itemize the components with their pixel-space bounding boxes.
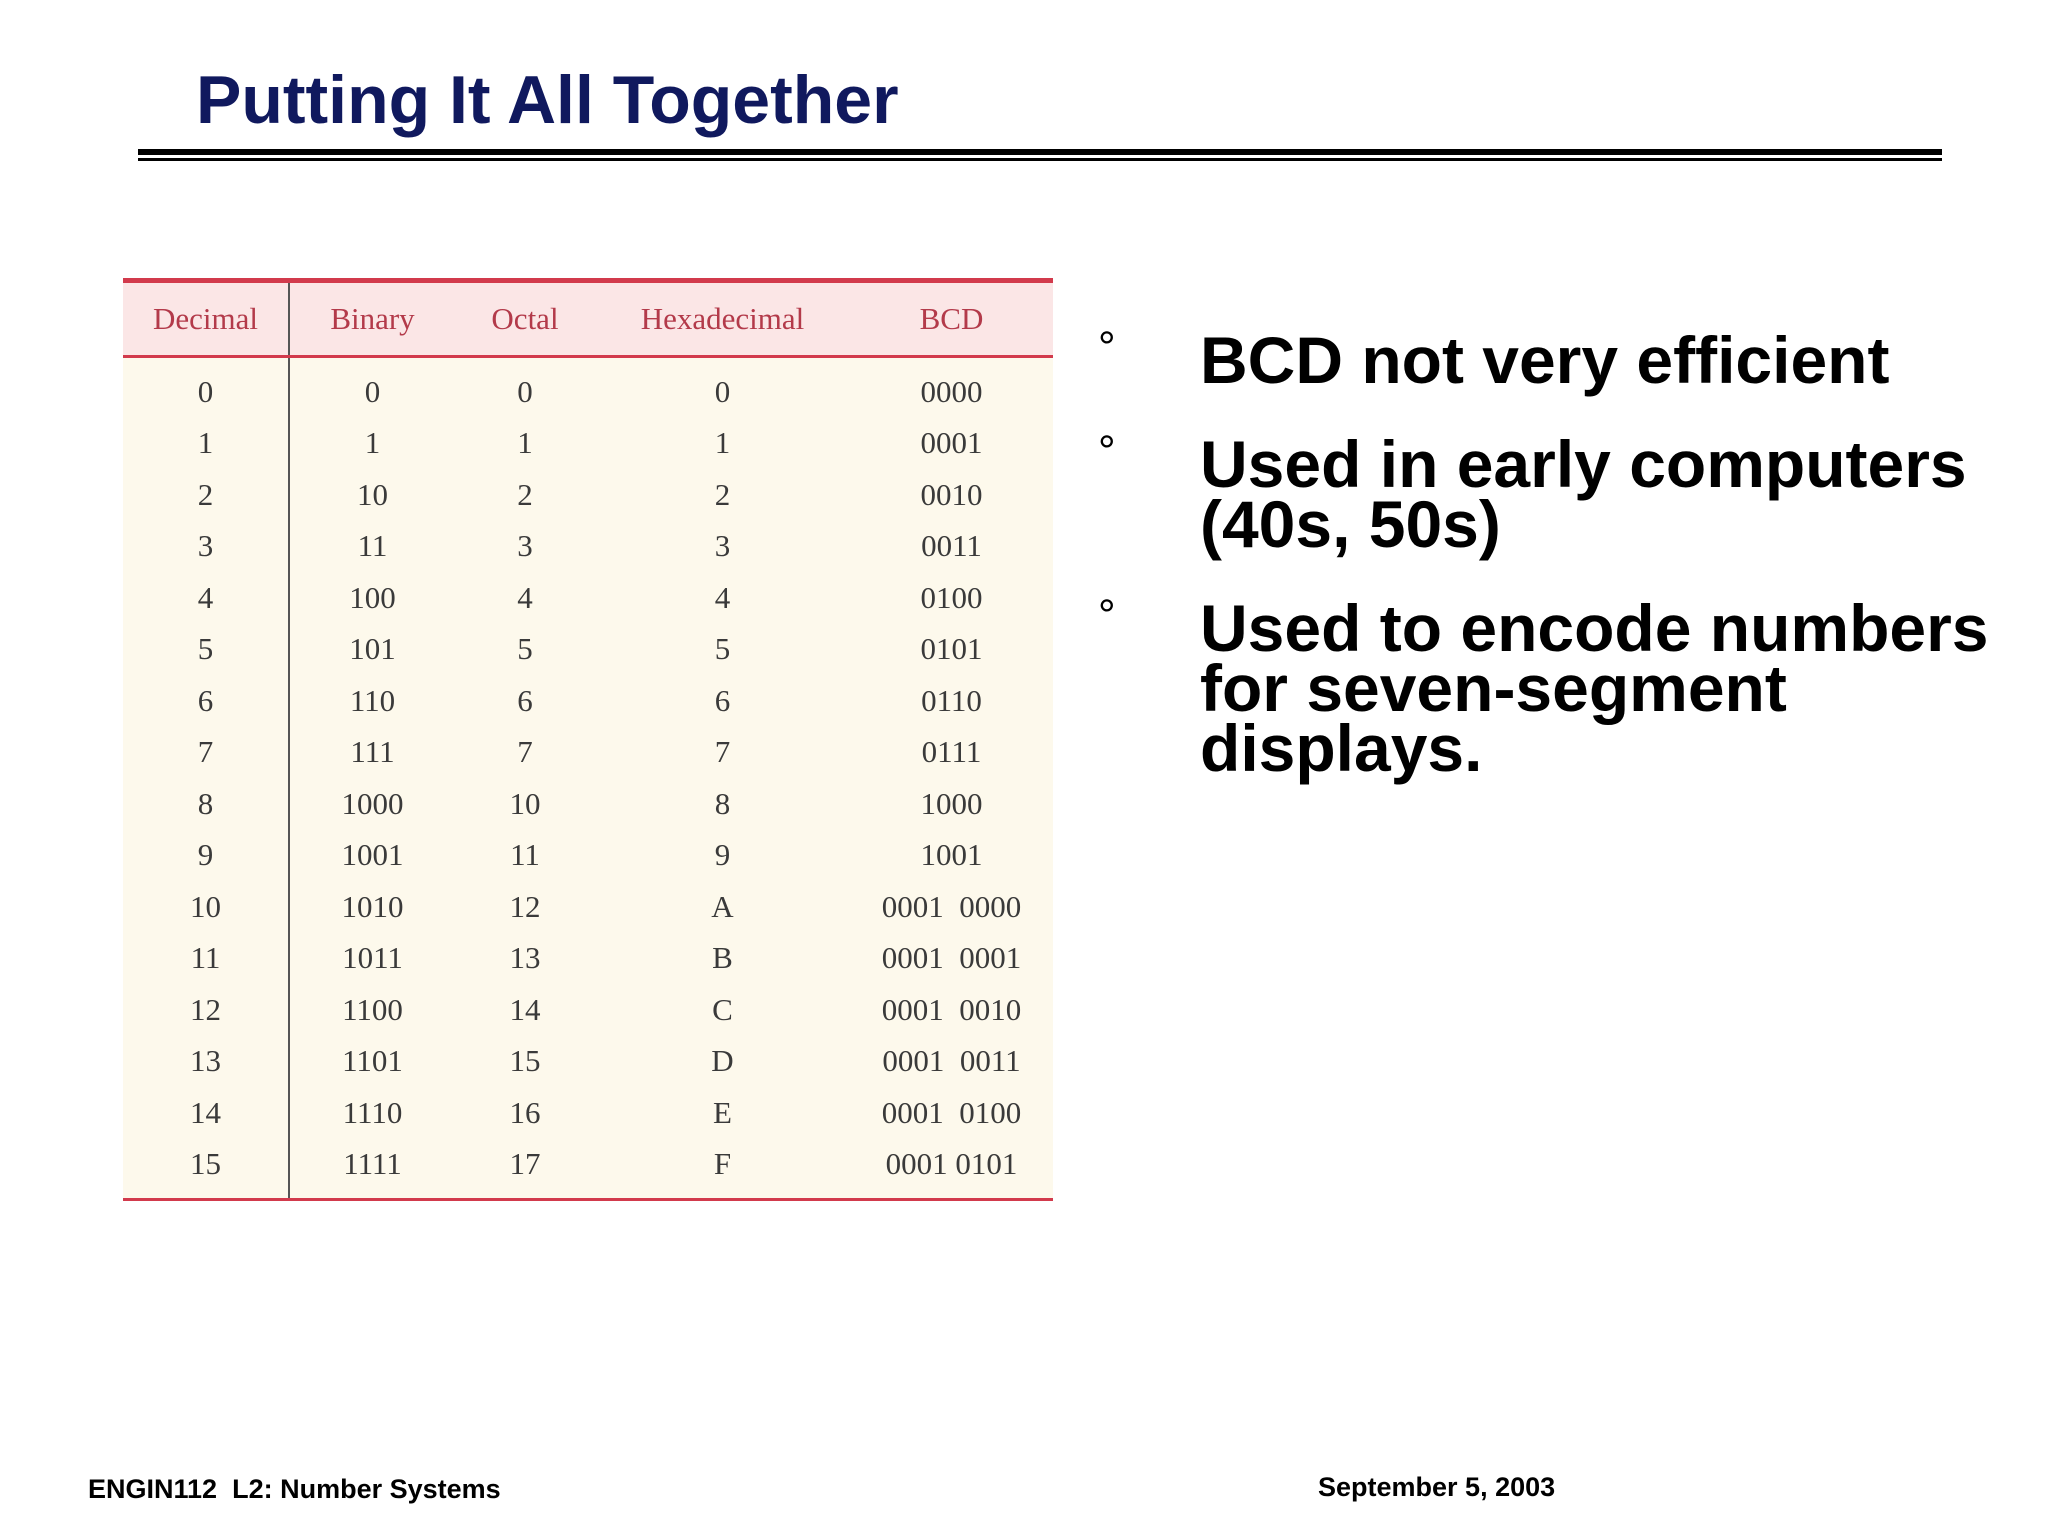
table-row bbox=[123, 933, 1053, 985]
cell-hexadecimal: 3 bbox=[714, 528, 731, 564]
cell-decimal: 7 bbox=[123, 727, 289, 779]
cell-binary: 10 bbox=[357, 476, 388, 512]
table-header-row bbox=[123, 281, 1053, 357]
cell-octal: 17 bbox=[455, 1139, 595, 1200]
cell-decimal: 1 bbox=[123, 418, 289, 470]
cell-binary: 110 bbox=[349, 682, 396, 718]
bullet-text: Used to encode numbers for seven-segment displays. bbox=[1200, 591, 1989, 785]
cell-hexadecimal: 2 bbox=[714, 476, 731, 512]
cell-bcd: 0001 0001 bbox=[881, 940, 1022, 976]
table-body bbox=[123, 357, 1053, 1200]
cell-hexadecimal: 8 bbox=[714, 785, 731, 821]
bullet-marker: ° bbox=[1098, 323, 1116, 372]
table-row bbox=[123, 1036, 1053, 1088]
cell-octal: 1 bbox=[517, 425, 533, 461]
cell-octal: 0 bbox=[517, 373, 533, 409]
table-row bbox=[123, 521, 1053, 573]
cell-octal: 10 bbox=[509, 785, 541, 821]
table-row bbox=[123, 1087, 1053, 1139]
cell-binary: 1011 bbox=[342, 940, 403, 976]
cell-octal: 16 bbox=[509, 1094, 541, 1130]
table-row bbox=[123, 572, 1053, 624]
bullet-list bbox=[1098, 323, 1998, 822]
cell-binary: 1010 bbox=[341, 888, 404, 924]
cell-hexadecimal: B bbox=[712, 940, 733, 976]
cell-decimal: 0 bbox=[123, 357, 289, 418]
cell-binary: 100 bbox=[349, 579, 396, 615]
cell-decimal: 2 bbox=[123, 469, 289, 521]
table-row bbox=[123, 830, 1053, 882]
table-row bbox=[123, 1139, 1053, 1200]
bullet-text: BCD not very efficient bbox=[1200, 323, 1890, 397]
cell-bcd: 0001 0010 bbox=[881, 991, 1022, 1027]
cell-bcd: 1001 bbox=[920, 837, 983, 873]
cell-bcd: 0001 0000 bbox=[881, 888, 1022, 924]
header-binary: Binary bbox=[289, 281, 455, 357]
cell-binary: 1110 bbox=[342, 1094, 403, 1130]
number-systems-table bbox=[123, 278, 1053, 1201]
cell-decimal: 3 bbox=[123, 521, 289, 573]
cell-hexadecimal: 9 bbox=[714, 837, 731, 873]
bullet-text: Used in early computers (40s, 50s) bbox=[1200, 427, 1967, 561]
bullet-item-seven-segment bbox=[1098, 591, 1998, 785]
header-bcd: BCD bbox=[850, 281, 1053, 357]
cell-bcd: 0110 bbox=[921, 682, 982, 718]
cell-bcd: 0001 0100 bbox=[881, 1094, 1022, 1130]
cell-binary: 1111 bbox=[289, 1139, 455, 1200]
cell-hexadecimal: 5 bbox=[714, 631, 731, 667]
cell-decimal: 5 bbox=[123, 624, 289, 676]
cell-decimal: 4 bbox=[123, 572, 289, 624]
bullet-marker: ° bbox=[1098, 427, 1116, 476]
cell-binary: 1000 bbox=[341, 785, 404, 821]
cell-octal: 12 bbox=[509, 888, 541, 924]
cell-bcd: 0001 0101 bbox=[850, 1139, 1053, 1200]
cell-hexadecimal: F bbox=[595, 1139, 850, 1200]
title-rule-thin bbox=[138, 158, 1942, 161]
table-row bbox=[123, 778, 1053, 830]
cell-bcd: 0001 bbox=[920, 425, 983, 461]
cell-decimal: 9 bbox=[123, 830, 289, 882]
cell-bcd: 0111 bbox=[921, 734, 982, 770]
cell-octal: 13 bbox=[509, 940, 541, 976]
table-row bbox=[123, 675, 1053, 727]
cell-binary: 1001 bbox=[341, 837, 404, 873]
table-row bbox=[123, 624, 1053, 676]
bullet-item-efficiency bbox=[1098, 323, 1998, 397]
table-row bbox=[123, 469, 1053, 521]
cell-octal: 15 bbox=[509, 1043, 541, 1079]
cell-bcd: 0101 bbox=[920, 631, 983, 667]
cell-binary: 1101 bbox=[342, 1043, 403, 1079]
cell-hexadecimal: 6 bbox=[714, 682, 731, 718]
table-row bbox=[123, 881, 1053, 933]
number-systems-table-image bbox=[123, 278, 1053, 1200]
cell-bcd: 0001 0011 bbox=[882, 1043, 1021, 1079]
cell-bcd: 0100 bbox=[920, 579, 983, 615]
cell-octal: 5 bbox=[517, 631, 533, 667]
title-rule-thick bbox=[138, 149, 1942, 155]
table-row bbox=[123, 357, 1053, 418]
cell-hexadecimal: 0 bbox=[714, 373, 731, 409]
cell-decimal: 10 bbox=[123, 881, 289, 933]
cell-binary: 1100 bbox=[342, 991, 403, 1027]
cell-binary: 11 bbox=[357, 528, 388, 564]
cell-hexadecimal: C bbox=[712, 991, 733, 1027]
cell-octal: 14 bbox=[509, 991, 541, 1027]
cell-hexadecimal: E bbox=[713, 1094, 732, 1130]
cell-octal: 11 bbox=[510, 837, 540, 873]
bullet-marker: ° bbox=[1098, 591, 1116, 640]
cell-bcd: 0000 bbox=[920, 373, 983, 409]
cell-hexadecimal: 7 bbox=[714, 734, 731, 770]
cell-bcd: 1000 bbox=[920, 785, 983, 821]
cell-hexadecimal: 4 bbox=[714, 579, 731, 615]
cell-decimal: 13 bbox=[123, 1036, 289, 1088]
slide-title: Putting It All Together bbox=[196, 62, 899, 138]
table-row bbox=[123, 984, 1053, 1036]
cell-bcd: 0010 bbox=[920, 476, 983, 512]
bullet-item-early-computers bbox=[1098, 427, 1998, 561]
header-decimal: Decimal bbox=[123, 281, 289, 357]
cell-octal: 6 bbox=[517, 682, 533, 718]
cell-binary: 111 bbox=[350, 734, 395, 770]
cell-decimal: 11 bbox=[123, 933, 289, 985]
cell-octal: 3 bbox=[517, 528, 533, 564]
cell-octal: 4 bbox=[517, 579, 533, 615]
footer-date: September 5, 2003 bbox=[1318, 1472, 1556, 1502]
cell-hexadecimal: D bbox=[711, 1043, 734, 1079]
cell-hexadecimal: 1 bbox=[714, 425, 731, 461]
table-row bbox=[123, 727, 1053, 779]
header-octal: Octal bbox=[455, 281, 595, 357]
cell-bcd: 0011 bbox=[921, 528, 982, 564]
table-row bbox=[123, 418, 1053, 470]
header-hexadecimal: Hexadecimal bbox=[595, 281, 850, 357]
cell-decimal: 8 bbox=[123, 778, 289, 830]
cell-decimal: 15 bbox=[123, 1139, 289, 1200]
cell-decimal: 6 bbox=[123, 675, 289, 727]
cell-octal: 7 bbox=[517, 734, 533, 770]
cell-binary: 0 bbox=[364, 373, 381, 409]
cell-decimal: 12 bbox=[123, 984, 289, 1036]
cell-binary: 101 bbox=[349, 631, 396, 667]
cell-decimal: 14 bbox=[123, 1087, 289, 1139]
cell-octal: 2 bbox=[517, 476, 533, 512]
cell-binary: 1 bbox=[364, 425, 381, 461]
cell-hexadecimal: A bbox=[711, 888, 734, 924]
footer-course: ENGIN112 L2: Number Systems bbox=[88, 1474, 501, 1504]
